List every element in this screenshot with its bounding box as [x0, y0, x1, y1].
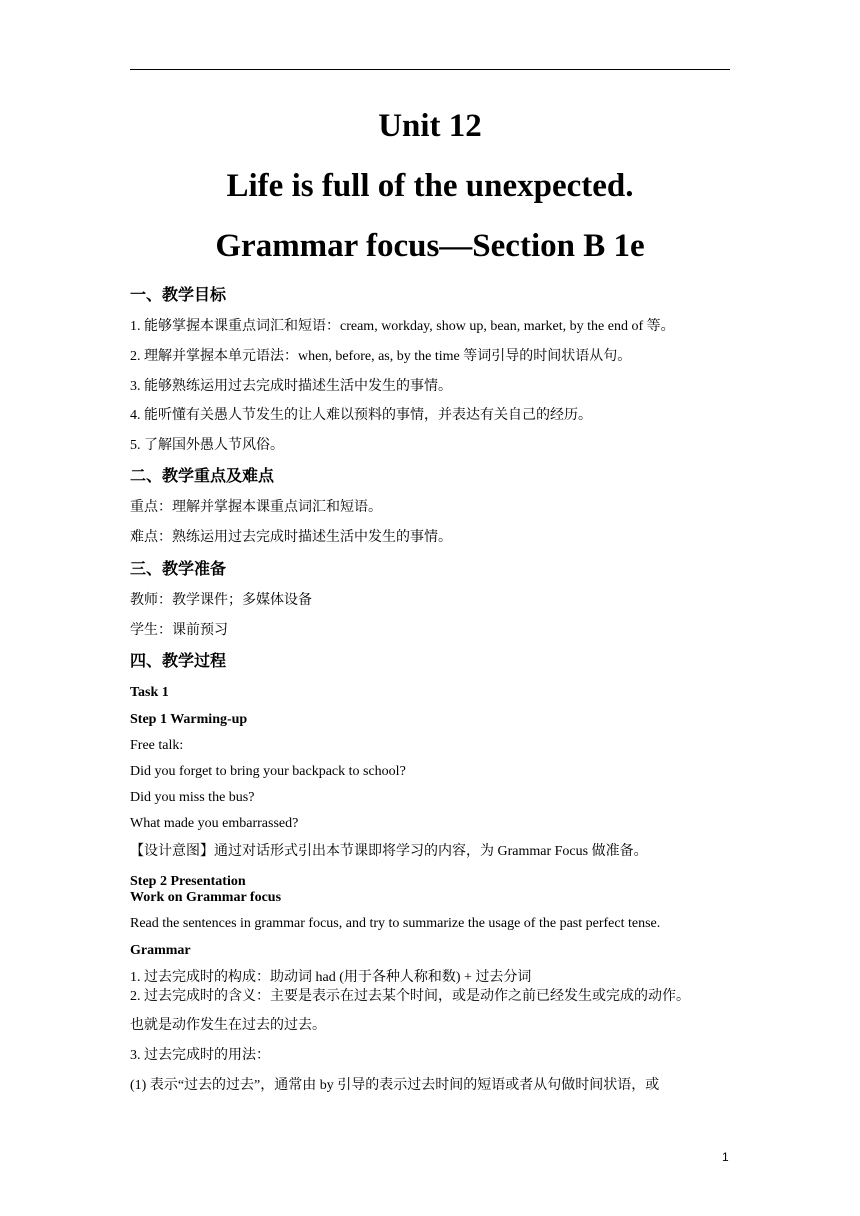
lesson-title: Life is full of the unexpected.	[226, 168, 634, 204]
process-heading: 四、教学过程	[130, 651, 227, 670]
objective-item: 1. 能够掌握本课重点词汇和短语：cream, workday, show up, bean, market, by the end of 等。	[130, 319, 675, 334]
step1-line: Did you miss the bus?	[130, 790, 255, 805]
grammar-line: 1. 过去完成时的构成：助动词 had (用于各种人称和数) + 过去分词	[130, 970, 532, 985]
grammar-heading: Grammar	[130, 943, 191, 958]
unit-title: Unit 12	[378, 108, 482, 144]
student-preparation: 学生：课前预习	[130, 623, 228, 638]
step2-instruction: Read the sentences in grammar focus, and try to summarize the usage of the past perfect tense.	[130, 916, 661, 931]
objective-item: 2. 理解并掌握本单元语法：when, before, as, by the time 等词引导的时间状语从句。	[130, 349, 632, 364]
grammar-line: 3. 过去完成时的用法：	[130, 1048, 270, 1063]
step2-subtitle: Work on Grammar focus	[130, 890, 282, 905]
design-note: 【设计意图】通过对话形式引出本节课即将学习的内容，为 Grammar Focus 做准备。	[130, 844, 648, 859]
objectives-heading: 一、教学目标	[130, 285, 227, 304]
step1-title: Step 1 Warming-up	[130, 712, 248, 727]
objective-item: 4. 能听懂有关愚人节发生的让人难以预料的事情，并表达有关自己的经历。	[130, 408, 592, 423]
key-focus: 重点：理解并掌握本课重点词汇和短语。	[130, 500, 382, 515]
step2-title: Step 2 Presentation	[130, 874, 246, 889]
page-number: 1	[722, 1150, 729, 1164]
objective-item: 5. 了解国外愚人节风俗。	[130, 438, 284, 453]
task-label: Task 1	[130, 685, 169, 700]
teacher-preparation: 教师：教学课件；多媒体设备	[130, 593, 312, 608]
header-rule	[130, 69, 730, 70]
grammar-line: (1) 表示“过去的过去”，通常由 by 引导的表示过去时间的短语或者从句做时间状语，或	[130, 1078, 660, 1093]
preparation-heading: 三、教学准备	[130, 559, 227, 578]
key-difficulty: 难点：熟练运用过去完成时描述生活中发生的事情。	[130, 530, 452, 545]
section-title: Grammar focus—Section B 1e	[215, 228, 645, 264]
key-points-heading: 二、教学重点及难点	[130, 466, 275, 485]
objective-item: 3. 能够熟练运用过去完成时描述生活中发生的事情。	[130, 379, 452, 394]
step1-line: What made you embarrassed?	[130, 816, 299, 831]
step1-line: Did you forget to bring your backpack to school?	[130, 764, 406, 779]
grammar-line: 2. 过去完成时的含义：主要是表示在过去某个时间，或是动作之前已经发生或完成的动作。	[130, 989, 690, 1004]
grammar-line: 也就是动作发生在过去的过去。	[130, 1018, 326, 1033]
step1-line: Free talk:	[130, 738, 184, 753]
